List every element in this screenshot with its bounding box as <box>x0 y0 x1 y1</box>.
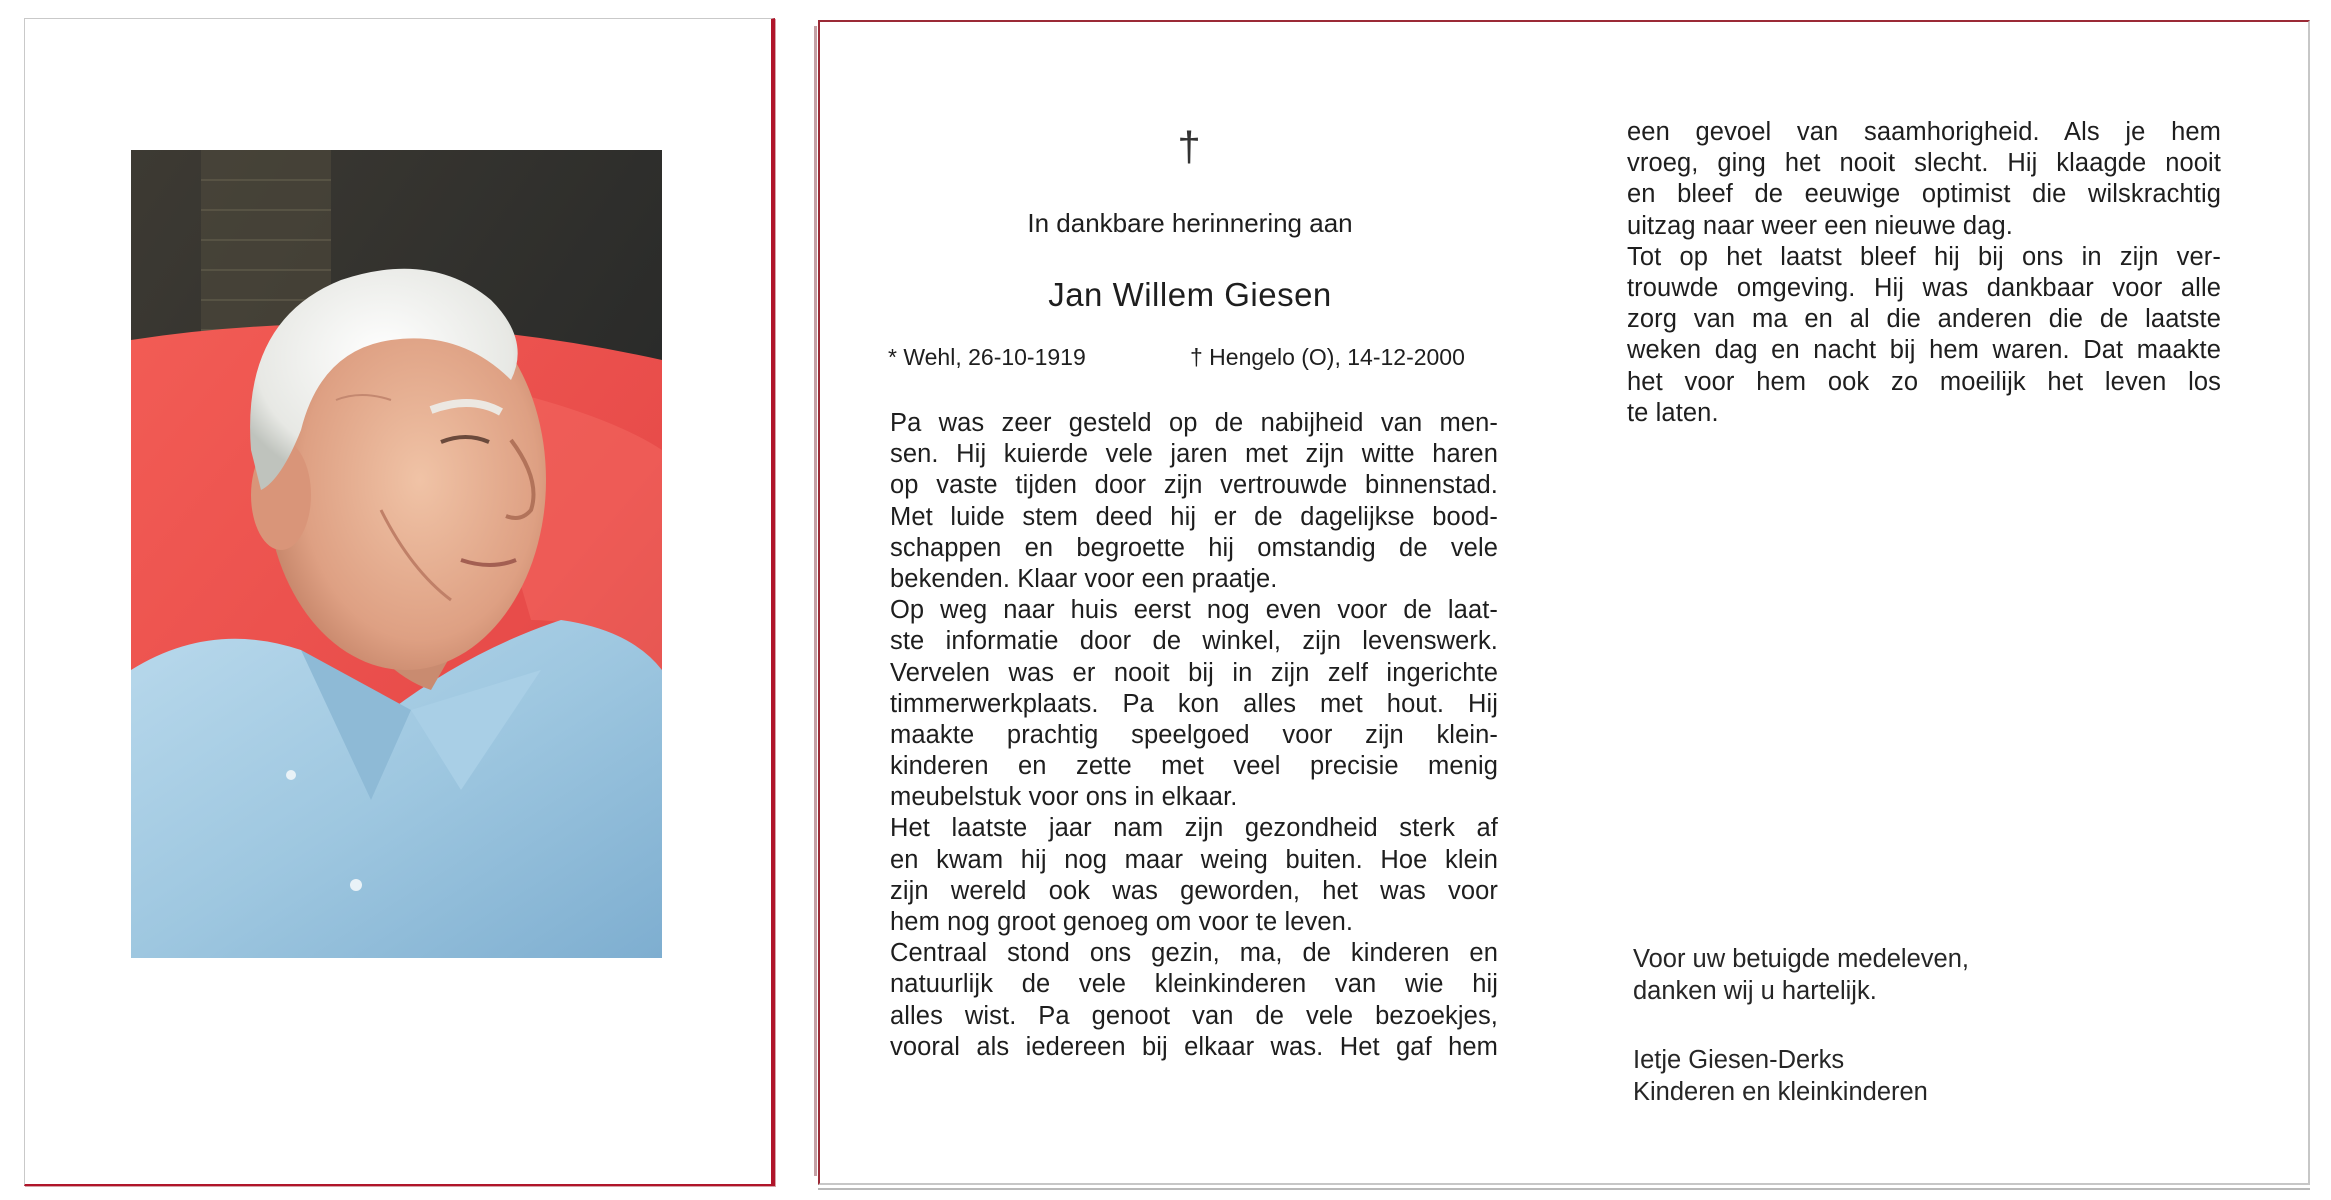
text-line: uitzag naar weer een nieuwe dag. <box>1627 211 2013 240</box>
thanks-block <box>1633 944 1969 1007</box>
text-line: meubelstuk voor ons in elkaar. <box>890 783 1238 812</box>
text-column-right <box>1627 117 2221 429</box>
text-line: Centraal stond ons gezin, ma, de kinderen en <box>890 939 1498 968</box>
portrait-photo <box>131 150 662 958</box>
birth-info: * Wehl, 26-10-1919 <box>888 344 1086 370</box>
signature-block <box>1633 1044 1928 1108</box>
text-line: hem nog groot genoeg om voor te leven. <box>890 908 1354 936</box>
cross-icon: † <box>1177 123 1201 170</box>
text-line: Vervelen was er nooit bij in zijn zelf ingerichte <box>890 658 1498 687</box>
text-line: Tot op het laatst bleef hij bij ons in zijn ver- <box>1627 242 2221 271</box>
card-edge <box>818 1188 2310 1190</box>
death-info: † Hengelo (O), 14-12-2000 <box>1190 344 1465 370</box>
text-column-left <box>890 408 1498 1063</box>
text-line: op vaste tijden door zijn vertrouwde binnenstad. <box>890 471 1498 500</box>
text-line: alles wist. Pa genoot van de vele bezoekjes, <box>890 1001 1498 1030</box>
intro-text: In dankbare herinnering aan <box>1027 208 1353 238</box>
text-line: en bleef de eeuwige optimist die wilskrachtig <box>1627 180 2221 209</box>
text-line: een gevoel van saamhorigheid. Als je hem <box>1627 118 2221 146</box>
text-line: timmerwerkplaats. Pa kon alles met hout. Hij <box>890 689 1498 718</box>
text-line: kinderen en zette met veel precisie menig <box>890 752 1498 781</box>
text-line: Met luide stem deed hij er de dagelijkse bood- <box>890 502 1498 531</box>
text-line: vooral als iedereen bij elkaar was. Het gaf hem <box>890 1032 1498 1061</box>
text-line: sen. Hij kuierde vele jaren met zijn witte haren <box>890 440 1498 469</box>
text-line: weken dag en nacht bij hem waren. Dat maakte <box>1627 336 2221 365</box>
text-line: schappen en begroette hij omstandig de vele <box>890 533 1498 562</box>
text-line: en kwam hij nog maar weing buiten. Hoe klein <box>890 845 1498 874</box>
text-line: zorg van ma en al die anderen die de laatste <box>1627 305 2221 334</box>
text-line: zijn wereld ook was geworden, het was voor <box>890 876 1498 905</box>
text-line: vroeg, ging het nooit slecht. Hij klaagde nooit <box>1627 149 2221 178</box>
signature-line: Kinderen en kleinkinderen <box>1633 1078 1928 1106</box>
text-line: bekenden. Klaar voor een praatje. <box>890 564 1278 593</box>
deceased-name: Jan Willem Giesen <box>1048 276 1332 313</box>
text-line: Het laatste jaar nam zijn gezondheid sterk af <box>890 814 1498 843</box>
text-line: natuurlijk de vele kleinkinderen van wie hij <box>890 970 1498 999</box>
signature-line: Ietje Giesen-Derks <box>1633 1046 1845 1074</box>
text-line: het voor hem ook zo moeilijk het leven los <box>1627 367 2221 396</box>
text-line: ste informatie door de winkel, zijn levenswerk. <box>890 627 1498 656</box>
text-line: Pa was zeer gesteld op de nabijheid van men- <box>890 409 1498 437</box>
text-line: maakte prachtig speelgoed voor zijn klein- <box>890 720 1498 749</box>
thanks-line: danken wij u hartelijk. <box>1633 976 1877 1005</box>
text-line: Op weg naar huis eerst nog even voor de laat- <box>890 596 1498 625</box>
text-line: te laten. <box>1627 398 1719 427</box>
text-line: trouwde omgeving. Hij was dankbaar voor alle <box>1627 273 2221 302</box>
thanks-line: Voor uw betuigde medeleven, <box>1633 945 1969 973</box>
